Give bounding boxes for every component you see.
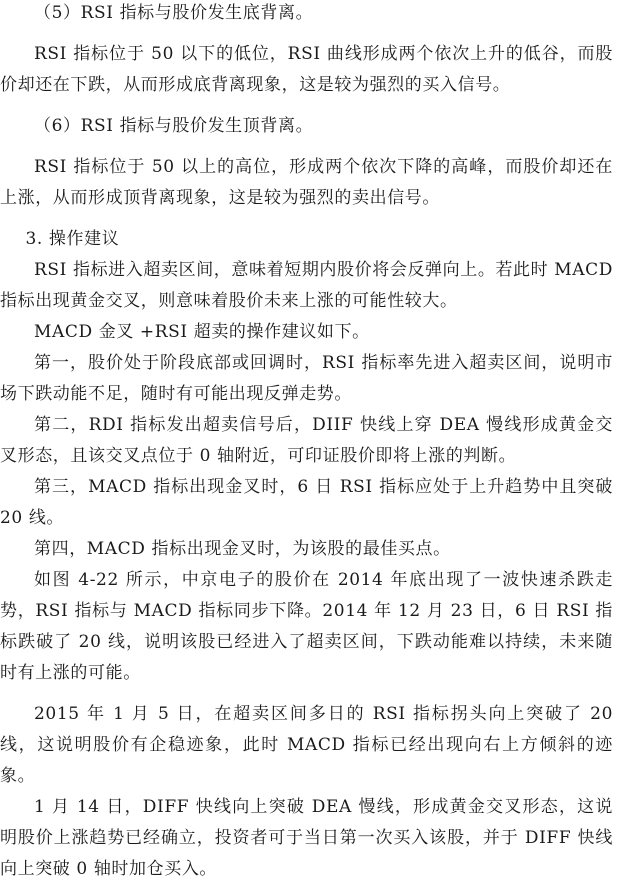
- spacer: [0, 142, 613, 152]
- paragraph-advice-fourth: 第四，MACD 指标出现金叉时，为该股的最佳买点。: [34, 539, 451, 559]
- paragraph-example-figure: 如图 4-22 所示，中京电子的股价在 2014 年底出现了一波快速杀跌走势，RSI 指标与 MACD 指标同步下降。2014 年 12 月 23 日，6 日 RSI 指标跌破了 20 线，说明该股已经进入了超卖区间，下跌动能难以持续，未来随时有上涨的可能。: [0, 570, 613, 683]
- paragraph-oversold-intro: RSI 指标进入超卖区间，意味着短期内股价将会反弹向上。若此时 MACD 指标出现黄金交叉，则意味着股价未来上涨的可能性较大。: [0, 260, 613, 311]
- spacer: [0, 214, 613, 224]
- paragraph-advice-intro: MACD 金叉 +RSI 超卖的操作建议如下。: [34, 322, 370, 342]
- spacer: [0, 689, 613, 699]
- paragraph-top-divergence: RSI 指标位于 50 以上的高位，形成两个依次下降的高峰，而股价却还在上涨，从而形成顶背离现象，这是较为强烈的卖出信号。: [0, 157, 613, 208]
- paragraph-example-jan5: 2015 年 1 月 5 日，在超卖区间多日的 RSI 指标拐头向上突破了 20 线，这说明股价有企稳迹象，此时 MACD 指标已经出现向右上方倾斜的迹象。: [0, 704, 613, 786]
- spacer: [0, 29, 613, 39]
- spacer: [0, 101, 613, 111]
- subheading-rsi-top-divergence: （6）RSI 指标与股价发生顶背离。: [34, 116, 314, 136]
- paragraph-advice-third: 第三，MACD 指标出现金叉时，6 日 RSI 指标应处于上升趋势中且突破 20 线。: [0, 477, 613, 528]
- paragraph-bottom-divergence: RSI 指标位于 50 以下的低位，RSI 曲线形成两个依次上升的低谷，而股价却还在下跌，从而形成底背离现象，这是较为强烈的买入信号。: [0, 44, 613, 95]
- paragraph-advice-first: 第一，股价处于阶段底部或回调时，RSI 指标率先进入超卖区间，说明市场下跌动能不足，随时有可能出现反弹走势。: [0, 353, 613, 404]
- subheading-rsi-bottom-divergence: （5）RSI 指标与股价发生底背离。: [34, 3, 314, 23]
- section-heading-operation-advice: 3. 操作建议: [25, 229, 120, 249]
- paragraph-example-jan14: 1 月 14 日，DIFF 快线向上突破 DEA 慢线，形成黄金交叉形态，这说明股价上涨趋势已经确立，投资者可于当日第一次买入该股，并于 DIFF 快线向上突破 0 轴时加仓买入。: [0, 797, 613, 879]
- paragraph-advice-second: 第二，RDI 指标发出超卖信号后，DIIF 快线上穿 DEA 慢线形成黄金交叉形态，且该交叉点位于 0 轴附近，可印证股价即将上涨的判断。: [0, 415, 613, 466]
